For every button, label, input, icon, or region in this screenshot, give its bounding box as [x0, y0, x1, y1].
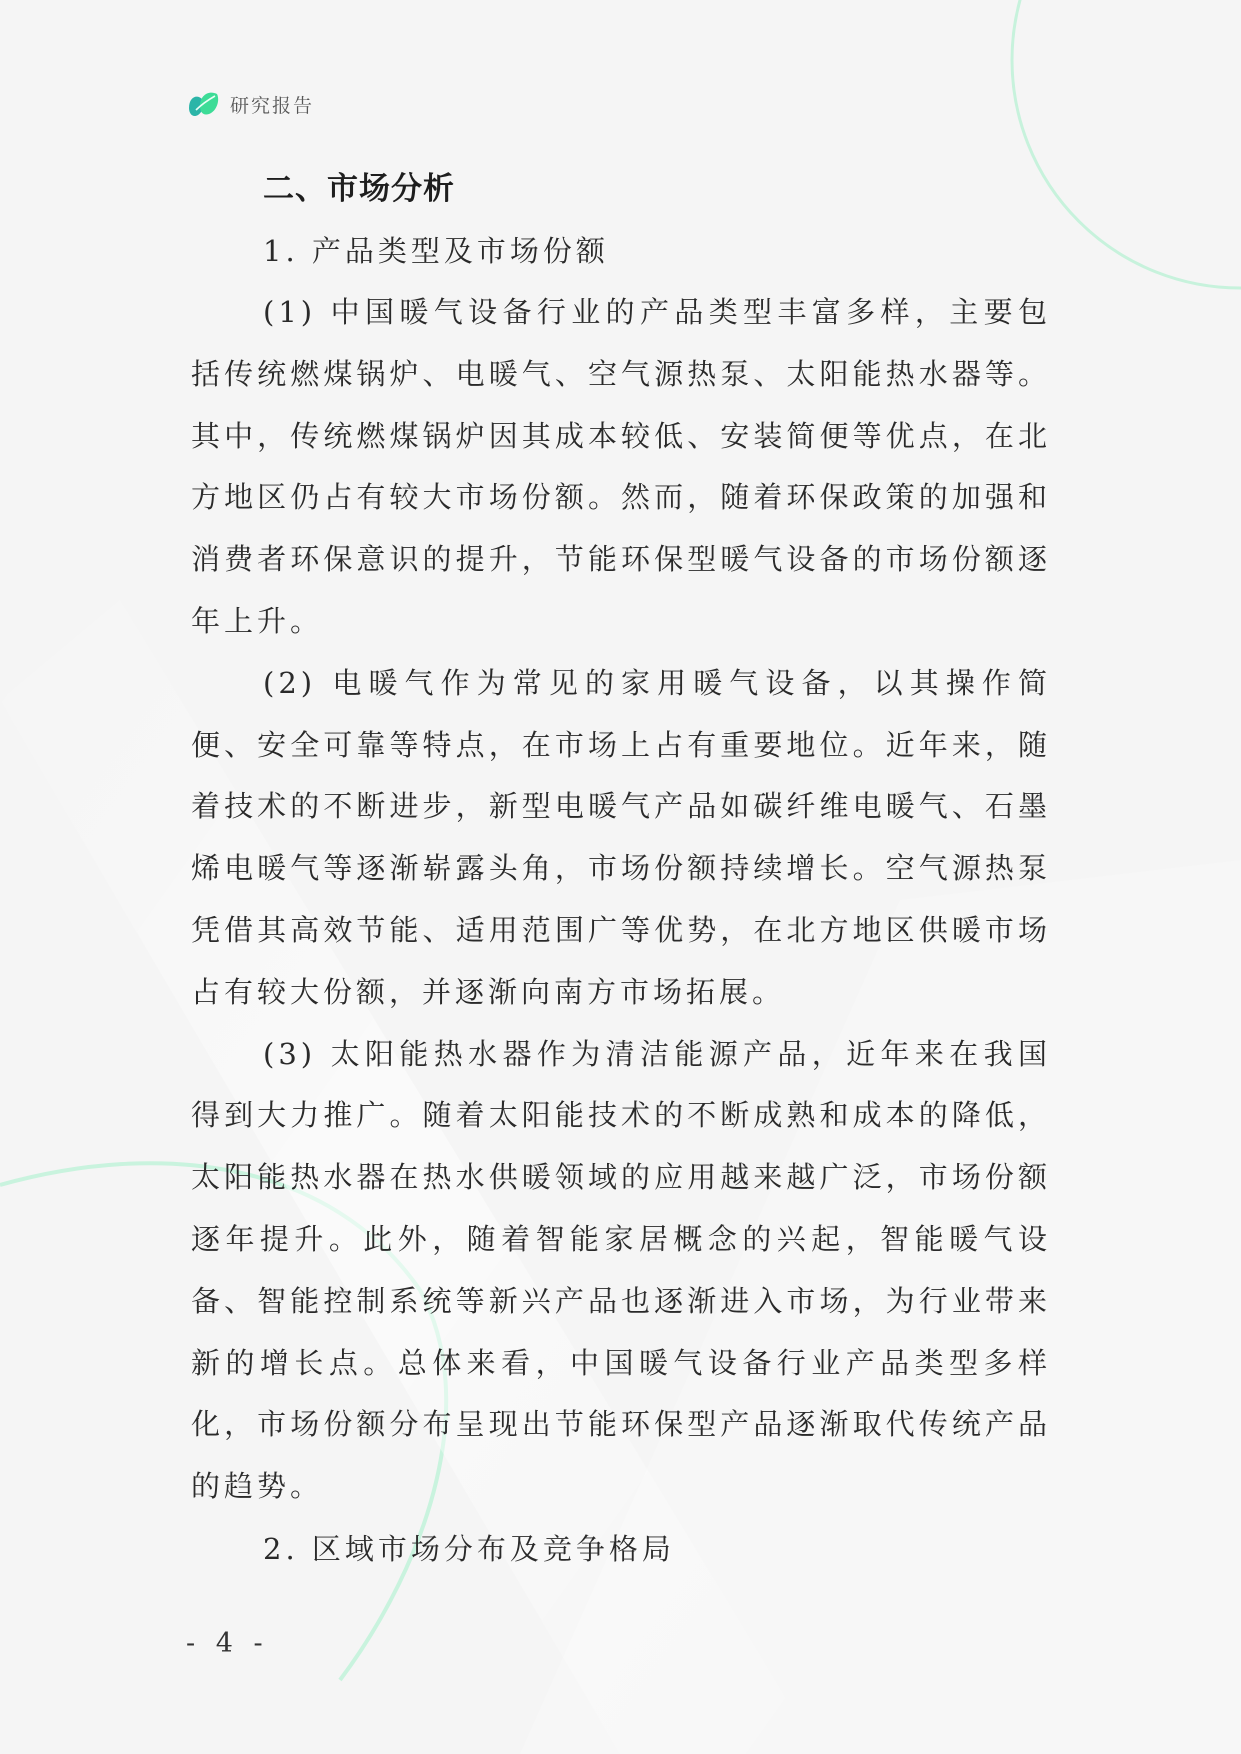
paragraph-1: (1) 中国暖气设备行业的产品类型丰富多样，主要包括传统燃煤锅炉、电暖气、空气源热泵、太阳能热水器等。其中，传统燃煤锅炉因其成本较低、安装简便等优点，在北方地区仍占有较大市场份额。然而，随着环保政策的加强和消费者环保意识的提升，节能环保型暖气设备的市场份额逐年上升。	[191, 295, 1051, 638]
report-label: 研究报告	[230, 94, 315, 117]
paragraph-3: (3) 太阳能热水器作为清洁能源产品，近年来在我国得到大力推广。随着太阳能技术的不断成熟和成本的降低，太阳能热水器在热水供暖领域的应用越来越广泛，市场份额逐年提升。此外，随着智能家居概念的兴起，智能暖气设备、智能控制系统等新兴产品也逐渐进入市场，为行业带来新的增长点。总体来看，中国暖气设备行业产品类型多样化，市场份额分布呈现出节能环保型产品逐渐取代传统产品的趋势。	[191, 1036, 1051, 1504]
subsection-title-2: 2. 区域市场分布及竞争格局	[263, 1531, 675, 1566]
page-number: - 4 -	[186, 1628, 269, 1659]
subsection-title-1: 1. 产品类型及市场份额	[263, 234, 609, 268]
green-leaf-logo-icon	[186, 86, 222, 122]
report-header	[186, 86, 314, 122]
paragraph-2: (2) 电暖气作为常见的家用暖气设备，以其操作简便、安全可靠等特点，在市场上占有重要地位。近年来，随着技术的不断进步，新型电暖气产品如碳纤维电暖气、石墨烯电暖气等逐渐崭露头角，市场份额持续增长。空气源热泵凭借其高效节能、适用范围广等优势，在北方地区供暖市场占有较大份额，并逐渐向南方市场拓展。	[191, 665, 1051, 1009]
section-title: 二、市场分析	[263, 171, 455, 207]
document-body	[191, 158, 1051, 1580]
